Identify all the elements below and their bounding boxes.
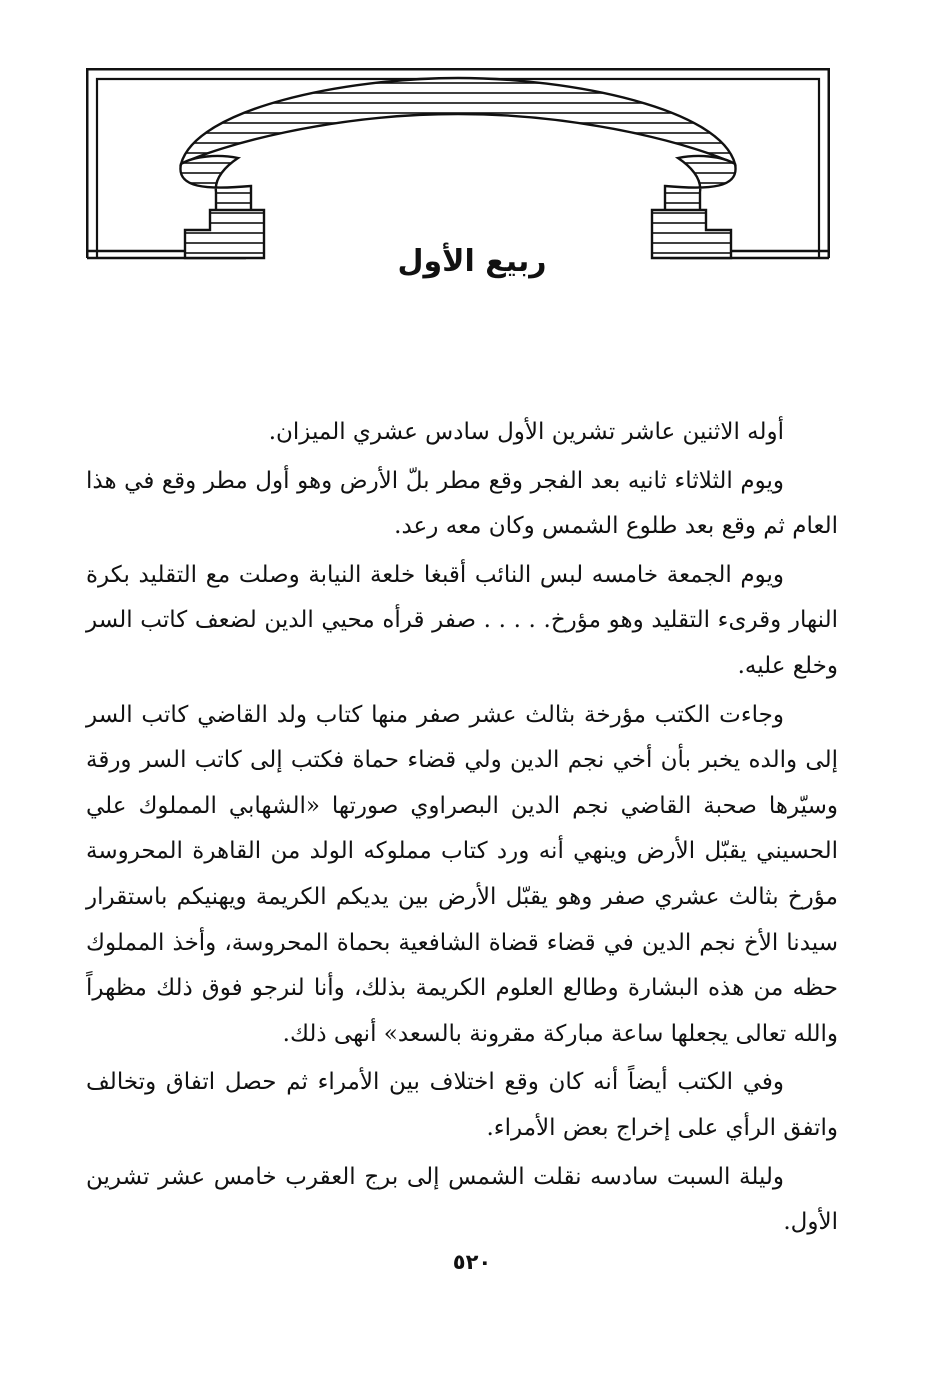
paragraph: وجاءت الكتب مؤرخة بثالث عشر صفر منها كتاب ولد القاضي كاتب السر إلى والده يخبر بأن أخي نجم الدين ولي قضاء حماة فكتب إلى كاتب السر ورقة وسيّرها صحبة القاضي نجم الدين البصراوي صورتها «الشهابي المملوك علي الحسيني يقبّل الأرض وينهي أنه ورد كتاب مملوكه الولد من القاهرة المحروسة مؤرخ بثالث عشري صفر وهو يقبّل الأرض بين يديكم الكريمة ويهنيكم باستقرار سيدنا الأخ نجم الدين في قضاء قضاة الشافعية بحماة المحروسة، وأخذ المملوك حظه من هذه البشارة وطالع العلوم الكريمة بذلك، وأنا لنرجو فوق ذلك مظهراً والله تعالى يجعلها ساعة مباركة مقرونة بالسعد» أنهى ذلك. <box>86 701 838 1047</box>
paragraph: أوله الاثنين عاشر تشرين الأول سادس عشري الميزان. <box>268 419 784 445</box>
chapter-header-ornament-icon <box>86 68 830 260</box>
paragraph: وليلة السبت سادسه نقلت الشمس إلى برج العقرب خامس عشر تشرين الأول. <box>86 1163 838 1236</box>
paragraph: ويوم الجمعة خامسه لبس النائب أقبغا خلعة النيابة وصلت مع التقليد بكرة النهار وقرىء التقليد وهو مؤرخ. . . . . صفر قرأه محيي الدين لضعف كاتب السر وخلع عليه. <box>86 561 838 679</box>
chapter-title: ربيع الأول <box>397 244 547 279</box>
paragraph: ويوم الثلاثاء ثانيه بعد الفجر وقع مطر بلّ الأرض وهو أول مطر وقع في هذا العام ثم وقع بعد طلوع الشمس وكان معه رعد. <box>86 467 838 540</box>
paragraph: وفي الكتب أيضاً أنه كان وقع اختلاف بين الأمراء ثم حصل اتفاق وتخالف واتفق الرأي على إخراج بعض الأمراء. <box>86 1069 838 1141</box>
body-text <box>86 410 838 1249</box>
page-number: ٥٢٠ <box>452 1250 492 1274</box>
